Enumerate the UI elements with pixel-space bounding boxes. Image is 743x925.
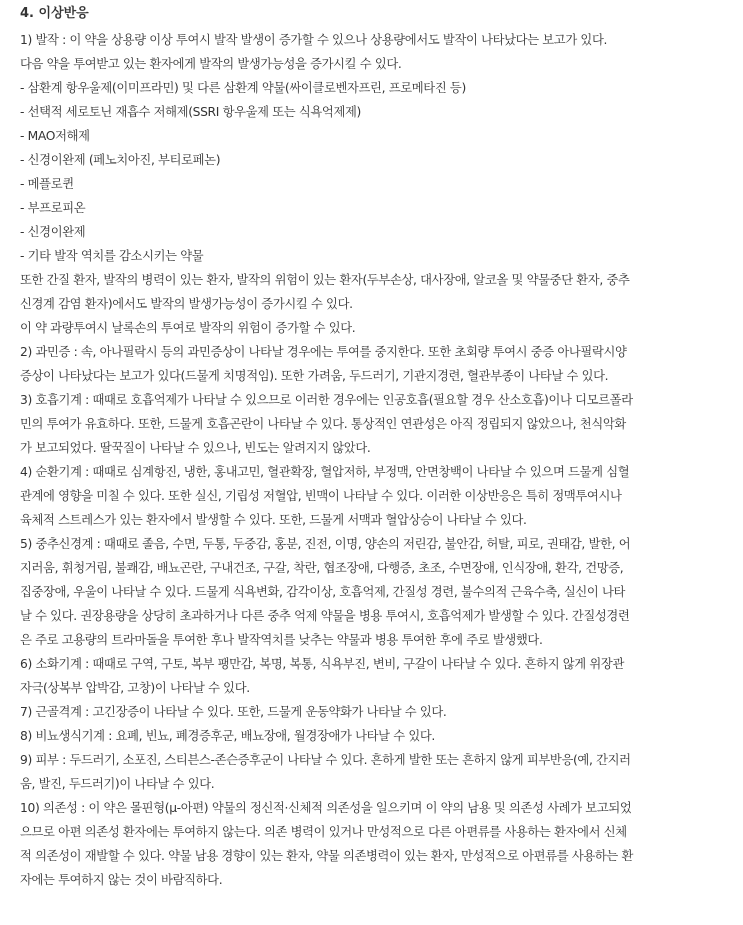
text-line: 7) 근골격계 : 고긴장증이 나타날 수 있다. 또한, 드물게 운동약화가 나타날 수 있다. xyxy=(20,705,447,719)
text-line: - 신경이완제 xyxy=(20,225,86,239)
text-line: 지러움, 휘청거림, 불쾌감, 배뇨곤란, 구내건조, 구갈, 착란, 협조장애, 다행증, 초조, 수면장애, 인식장애, 환각, 건망증, xyxy=(20,561,624,575)
text-line: 9) 피부 : 두드러기, 소포진, 스티븐스-존슨증후군이 나타날 수 있다. 흔하게 발한 또는 흔하지 않게 피부반응(예, 간지러 xyxy=(20,753,631,767)
text-line: 신경계 감염 환자)에서도 발작의 발생가능성이 증가시킬 수 있다. xyxy=(20,297,353,311)
text-line: - 메플로퀸 xyxy=(20,177,74,191)
text-line: 증상이 나타났다는 보고가 있다(드물게 치명적임). 또한 가려움, 두드러기, 기관지경련, 혈관부종이 나타날 수 있다. xyxy=(20,369,609,383)
section-title: 4. 이상반응 xyxy=(20,6,89,21)
text-line: - 삼환계 항우울제(이미프라민) 및 다른 삼환계 약물(싸이클로벤자프린, 프로메타진 등) xyxy=(20,81,466,95)
text-line: 민의 투여가 유효하다. 또한, 드물게 호흡곤란이 나타날 수 있다. 통상적인 연관성은 아직 정립되지 않았으나, 천식악화 xyxy=(20,417,626,431)
text-line: 다음 약을 투여받고 있는 환자에게 발작의 발생가능성을 증가시킬 수 있다. xyxy=(20,57,402,71)
text-line: - 부프로피온 xyxy=(20,201,86,215)
text-line: 날 수 있다. 권장용량을 상당히 초과하거나 다른 중추 억제 약물을 병용 투여시, 호흡억제가 발생할 수 있다. 간질성경련 xyxy=(20,609,630,623)
text-line: 적 의존성이 재발할 수 있다. 약물 남용 경향이 있는 환자, 약물 의존병력이 있는 환자, 만성적으로 아편류를 사용하는 환 xyxy=(20,849,634,863)
text-line: 또한 간질 환자, 발작의 병력이 있는 환자, 발작의 위험이 있는 환자(두부손상, 대사장애, 알코올 및 약물중단 환자, 중추 xyxy=(20,273,630,287)
text-line: 움, 발진, 두드러기)이 나타날 수 있다. xyxy=(20,777,215,791)
text-line: - MAO저해제 xyxy=(20,129,90,143)
text-line: 1) 발작 : 이 약을 상용량 이상 투여시 발작 발생이 증가할 수 있으나 상용량에서도 발작이 나타났다는 보고가 있다. xyxy=(20,33,608,47)
text-line: 집중장애, 우울이 나타날 수 있다. 드물게 식욕변화, 감각이상, 호흡억제, 간질성 경련, 불수의적 근육수축, 실신이 나타 xyxy=(20,585,626,599)
text-line: - 기타 발작 역치를 감소시키는 약물 xyxy=(20,249,204,263)
text-line: 5) 중추신경계 : 때때로 졸음, 수면, 두통, 두중감, 홍분, 진전, 이명, 양손의 저린감, 불안감, 허탈, 피로, 권태감, 발한, 어 xyxy=(20,537,631,551)
text-line: 육체적 스트레스가 있는 환자에서 발생할 수 있다. 또한, 드물게 서맥과 혈압상승이 나타날 수 있다. xyxy=(20,513,527,527)
text-line: 자에는 투여하지 않는 것이 바람직하다. xyxy=(20,873,223,887)
text-line: 4) 순환기계 : 때때로 심계항진, 냉한, 홍내고민, 혈관확장, 혈압저하, 부정맥, 안면창백이 나타날 수 있으며 드물게 심혈 xyxy=(20,465,630,479)
text-line: 은 주로 고용량의 트라마돌을 투여한 후나 발작역치를 낮추는 약물과 병용 투여한 후에 주로 발생했다. xyxy=(20,633,543,647)
text-line: 2) 과민증 : 속, 아나필락시 등의 과민증상이 나타날 경우에는 투여를 중지한다. 또한 초회량 투여시 중증 아나필락시양 xyxy=(20,345,627,359)
text-line: 8) 비뇨생식기계 : 요폐, 빈뇨, 폐경증후군, 배뇨장애, 월경장애가 나타날 수 있다. xyxy=(20,729,435,743)
text-line: - 신경이완제 (페노치아진, 부티로페논) xyxy=(20,153,221,167)
text-line: 으므로 아편 의존성 환자에는 투여하지 않는다. 의존 병력이 있거나 만성적으로 다른 아편류를 사용하는 환자에서 신체 xyxy=(20,825,627,839)
text-line: 6) 소화기계 : 때때로 구역, 구토, 복부 팽만감, 복명, 복통, 식욕부진, 변비, 구갈이 나타날 수 있다. 흔하지 않게 위장관 xyxy=(20,657,624,671)
text-line: - 선택적 세로토닌 재흡수 저해제(SSRI 항우울제 또는 식욕억제제) xyxy=(20,105,361,119)
section-body xyxy=(20,28,731,892)
text-line: 10) 의존성 : 이 약은 몰핀형(μ-아편) 약물의 정신적·신체적 의존성을 일으키며 이 약의 남용 및 의존성 사례가 보고되었 xyxy=(20,801,632,815)
text-line: 3) 호흡기계 : 때때로 호흡억제가 나타날 수 있으므로 이러한 경우에는 인공호흡(필요할 경우 산소호흡)이나 디모르폴라 xyxy=(20,393,633,407)
text-line: 가 보고되었다. 딸꾹질이 나타날 수 있으나, 빈도는 알려지지 않았다. xyxy=(20,441,371,455)
text-line: 이 약 과량투여시 날록손의 투여로 발작의 위험이 증가할 수 있다. xyxy=(20,321,356,335)
text-line: 자극(상복부 압박감, 고창)이 나타날 수 있다. xyxy=(20,681,250,695)
text-line: 관계에 영향을 미칠 수 있다. 또한 실신, 기립성 저혈압, 빈맥이 나타날 수 있다. 이러한 이상반응은 특히 정맥투여시나 xyxy=(20,489,622,503)
